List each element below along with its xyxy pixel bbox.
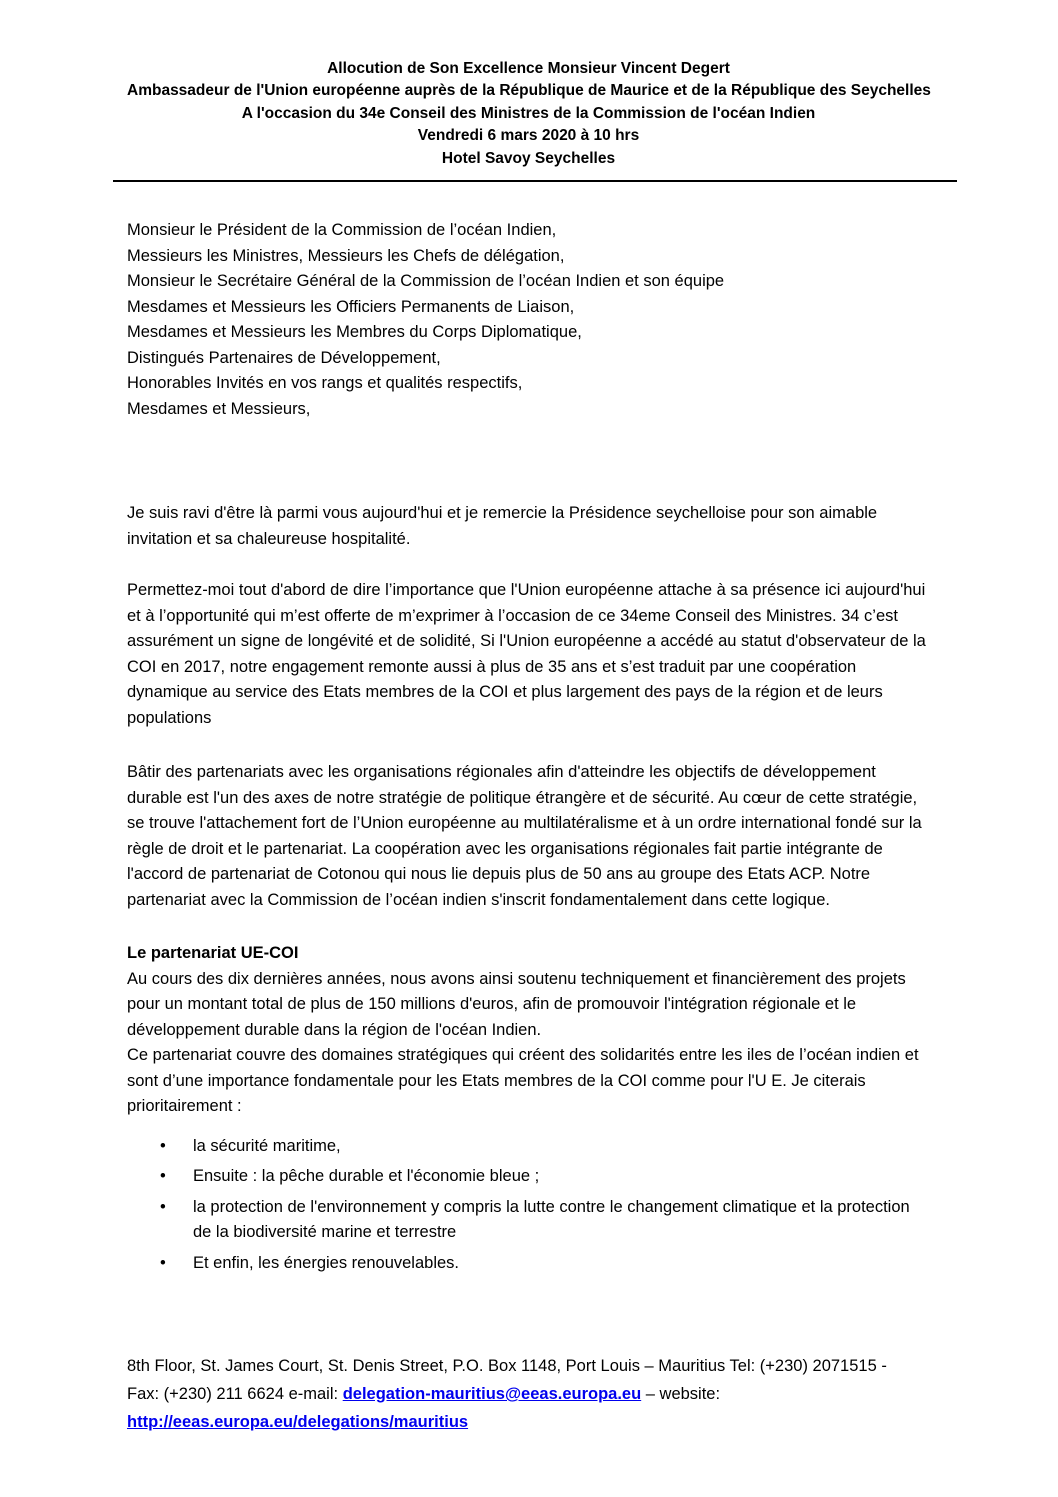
salutation-line: Honorables Invités en vos rangs et qualités respectifs, bbox=[127, 374, 523, 393]
header-divider bbox=[113, 180, 957, 182]
bullet-item-label: Ensuite : la pêche durable et l'économie bleue ; bbox=[193, 1167, 540, 1186]
header-title-line: Allocution de Son Excellence Monsieur Vincent Degert bbox=[327, 60, 730, 77]
bullet-item-label: Et enfin, les énergies renouvelables. bbox=[193, 1253, 459, 1272]
bullet-icon: • bbox=[160, 1136, 166, 1155]
footer-website-label: – website: bbox=[641, 1385, 721, 1403]
salutation-line: Mesdames et Messieurs les Officiers Permanents de Liaison, bbox=[127, 297, 575, 316]
footer-address-contact-text: 8th Floor, St. James Court, St. Denis Street, P.O. Box 1148, Port Louis – Mauritius Tel: (+230) 2071515 - Fax: (+230) 211 6624 e-mail: bbox=[127, 1357, 887, 1403]
salutation-line: Monsieur le Secrétaire Général de la Commission de l’océan Indien et son équipe bbox=[127, 272, 725, 291]
salutation-line: Distingués Partenaires de Développement, bbox=[127, 348, 441, 367]
bullet-item-renewable-energy bbox=[127, 1251, 930, 1277]
salutation-block bbox=[127, 218, 930, 422]
salutation-line: Messieurs les Ministres, Messieurs les Chefs de délégation, bbox=[127, 246, 565, 265]
bullet-icon: • bbox=[160, 1167, 166, 1186]
salutation-line: Mesdames et Messieurs, bbox=[127, 399, 311, 418]
paragraph-eu-importance: Permettez-moi tout d'abord de dire l’importance que l'Union européenne attache à sa présence ici aujourd'hui et à l’opportunité qui m’est offerte de m’exprimer à l’occasion de ce 34eme Conseil des Ministres. 34 c’est assurément un signe de longévité et de solidité, Si l'Union européenne a accédé au statut d'observateur de la COI en 2017, notre engagement remonte aussi à plus de 35 ans et s’est traduit par une coopération dynamique au service des Etats membres de la COI et plus largement des pays de la région et de leurs populations bbox=[127, 581, 926, 727]
header-date-line: Vendredi 6 mars 2020 à 10 hrs bbox=[417, 127, 640, 145]
bullet-icon: • bbox=[160, 1197, 166, 1216]
paragraph-greeting: Je suis ravi d'être là parmi vous aujourd'hui et je remercie la Présidence seychelloise pour son aimable invitation et sa chaleureuse hospitalité. bbox=[127, 504, 878, 548]
priority-bullet-list bbox=[127, 1134, 930, 1277]
footer-email-link[interactable]: delegation-mauritius@eeas.europa.eu bbox=[342, 1385, 642, 1403]
paragraph-partnerships-strategy: Bâtir des partenariats avec les organisations régionales afin d'atteindre les objectifs de développement durable est l'un des axes de notre stratégie de politique étrangère et de sécurité. Au cœur de cette stratégie, se trouve l'attachement fort de l’Union européenne au multilatéralisme et à un ordre international fondé sur la règle de droit et le partenariat. La coopération avec les organisations régionales fait partie intégrante de l'accord de partenariat de Cotonou qui nous lie depuis plus de 50 ans au groupe des Etats ACP. Notre partenariat avec la Commission de l’océan indien s'inscrit fondamentalement dans cette logique. bbox=[127, 763, 922, 909]
bullet-item-maritime-security bbox=[127, 1134, 930, 1160]
document-footer bbox=[127, 1352, 907, 1436]
paragraph-funding-support: Au cours des dix dernières années, nous avons ainsi soutenu techniquement et financièrement des projets pour un montant total de plus de 150 millions d'euros, afin de promouvoir l'intégration régionale et le développement durable dans la région de l'océan Indien. bbox=[127, 969, 906, 1039]
salutation-line: Mesdames et Messieurs les Membres du Corps Diplomatique, bbox=[127, 323, 582, 342]
header-venue-line: Hotel Savoy Seychelles bbox=[441, 149, 616, 167]
footer-website-link[interactable]: http://eeas.europa.eu/delegations/mauritius bbox=[127, 1413, 469, 1431]
document-header bbox=[127, 58, 930, 170]
paragraph-strategic-domains: Ce partenariat couvre des domaines stratégiques qui créent des solidarités entre les iles de l’océan indien et sont d’une importance fondamentale pour les Etats membres de la COI comme pour l'U E. Je citerais prioritairement : bbox=[127, 1046, 919, 1116]
bullet-item-environment bbox=[127, 1195, 930, 1246]
header-occasion-line: A l'occasion du 34e Conseil des Ministres de la Commission de l'océan Indien bbox=[241, 104, 816, 122]
bullet-item-blue-economy bbox=[127, 1164, 930, 1190]
salutation-line: Monsieur le Président de la Commission de l’océan Indien, bbox=[127, 221, 557, 240]
bullet-icon: • bbox=[160, 1253, 166, 1272]
bullet-item-label: la sécurité maritime, bbox=[193, 1136, 341, 1155]
bullet-item-label: la protection de l'environnement y compris la lutte contre le changement climatique et la protection de la biodiversité marine et terrestre bbox=[193, 1197, 910, 1242]
section-heading-partenariat-ue-coi: Le partenariat UE-COI bbox=[127, 944, 299, 963]
header-ambassador-line: Ambassadeur de l'Union européenne auprès de la République de Maurice et de la République des Seychelles bbox=[127, 82, 931, 100]
